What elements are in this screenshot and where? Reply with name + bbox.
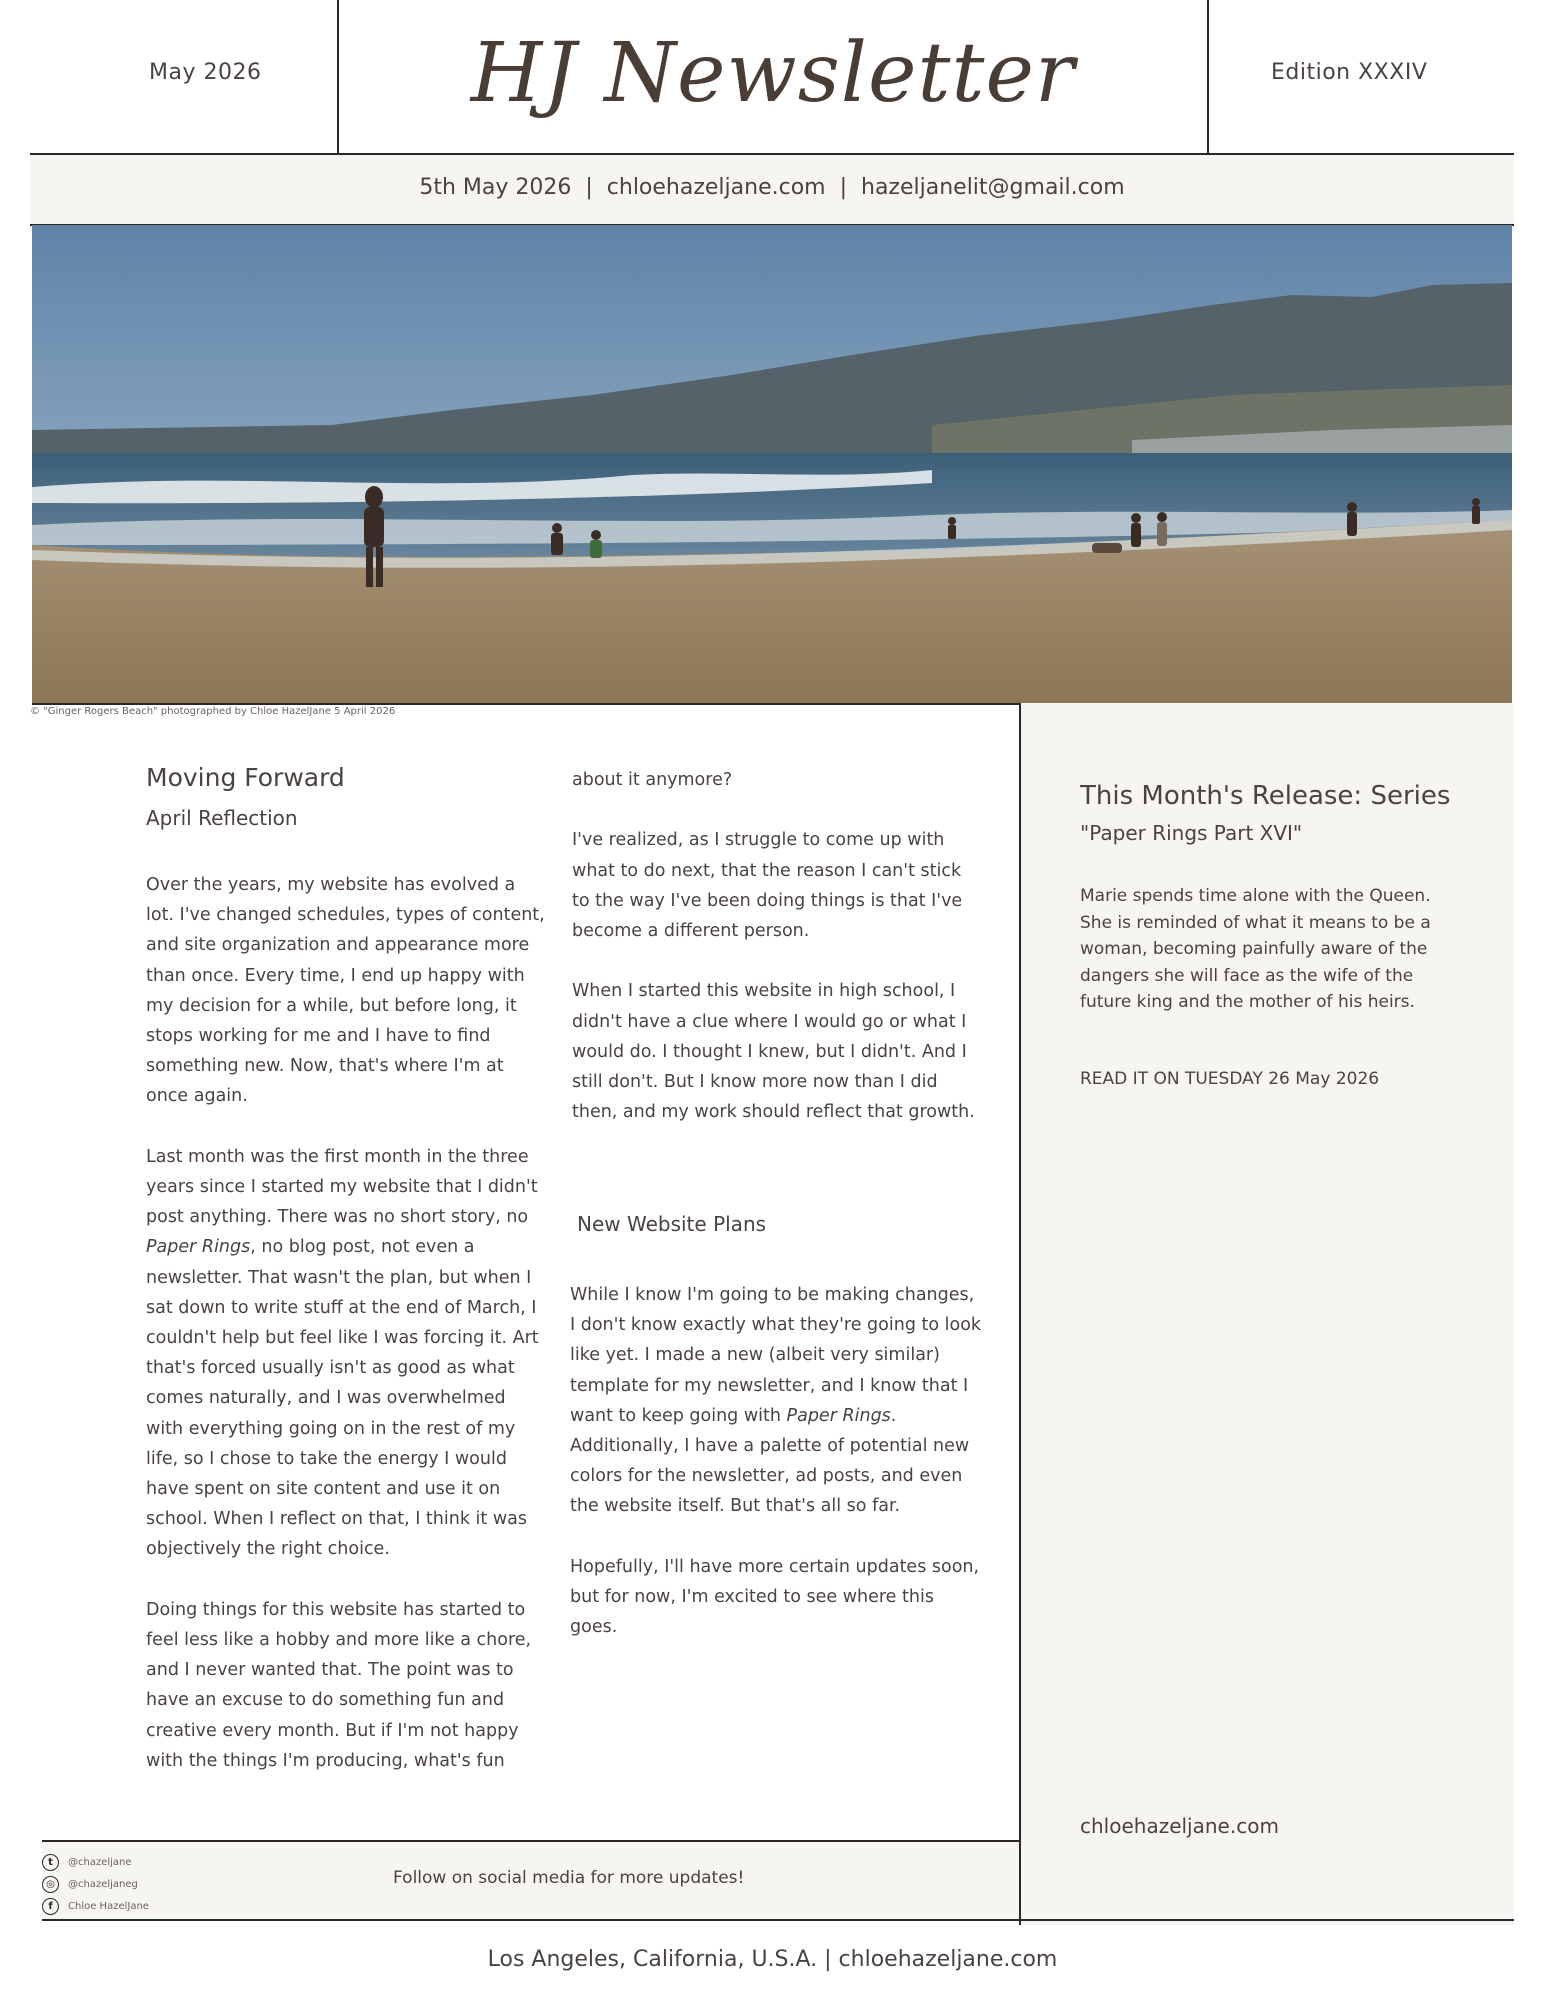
release-subtitle: "Paper Rings Part XVI" xyxy=(1080,821,1303,845)
social-twitter[interactable] xyxy=(42,1852,132,1872)
article-paragraph: I've realized, as I struggle to come up with what to do next, that the reason I can't stick to the way I've been doing things is that I've become a different person. xyxy=(572,830,963,941)
facebook-handle: Chloe HazelJane xyxy=(68,1900,149,1912)
footer-location: Los Angeles, California, U.S.A. | chloehazeljane.com xyxy=(487,1947,1058,1972)
article-column-2b xyxy=(570,1280,982,1673)
newsletter-title: HJ Newsletter xyxy=(470,26,1076,121)
instagram-icon: ◎ xyxy=(42,1876,59,1893)
follow-prompt: Follow on social media for more updates! xyxy=(393,1868,745,1888)
article-paragraph: Doing things for this website has started to feel less like a hobby and more like a chore, and I never wanted that. The point was to have an excuse to do something fun and creative every month. But if I'm not happy with the things I'm producing, what's fun xyxy=(146,1599,532,1771)
series-title: Paper Rings xyxy=(146,1237,251,1258)
bottom-divider xyxy=(42,1919,1514,1921)
article-title: Moving Forward xyxy=(146,763,345,792)
beach-photo xyxy=(32,225,1512,705)
article-paragraph: When I started this website in high school, I didn't have a clue where I would go or what I would do. I thought I knew, but I didn't. And I still don't. But I know more now than I did then, and my work should reflect that growth. xyxy=(572,981,975,1123)
article-column-2 xyxy=(572,765,982,1158)
email-link[interactable]: hazeljanelit@gmail.com xyxy=(861,175,1125,200)
article-column-1 xyxy=(146,870,546,1806)
article-paragraph: Over the years, my website has evolved a lot. I've changed schedules, types of content, and site organization and appearance more than once. Every time, I end up happy with my decision for a while, but before long, it stops working for me and I have to find something new. Now, that's where I'm at once again. xyxy=(146,875,545,1107)
facebook-icon: f xyxy=(42,1898,59,1915)
sidebar-website-link[interactable]: chloehazeljane.com xyxy=(1080,1814,1279,1838)
twitter-handle: @chazeljane xyxy=(68,1856,132,1868)
website-link[interactable]: chloehazeljane.com xyxy=(606,175,826,200)
twitter-icon: t xyxy=(42,1854,59,1871)
photo-caption: © "Ginger Rogers Beach" photographed by Chloe HazelJane 5 April 2026 xyxy=(30,706,396,717)
social-instagram[interactable] xyxy=(42,1874,138,1894)
social-bar xyxy=(42,1840,1019,1921)
article-paragraph: Last month was the first month in the three years since I started my website that I didn't post anything. There was no short story, no Paper Rings, no blog post, not even a newsletter. That wasn't the plan, but when I sat down to write stuff at the end of March, I couldn't help but feel like I was forcing it. Art that's forced usually isn't as good as what comes naturally, and I was overwhelmed with everything going on in the rest of my life, so I chose to take the energy I would have spent on site content and use it on school. When I reflect on that, I think it was objectively the right choice. xyxy=(146,1146,539,1560)
article-paragraph: Hopefully, I'll have more certain updates soon, but for now, I'm excited to see where this goes. xyxy=(570,1556,980,1638)
article-paragraph: about it anymore? xyxy=(572,770,733,790)
article-paragraph: While I know I'm going to be making changes, I don't know exactly what they're going to look like yet. I made a new (albeit very similar) template for my newsletter, and I know that I want to keep going with Paper Rings. Additionally, I have a palette of potential new colors for the newsletter, ad posts, and even the website itself. But that's all so far. xyxy=(570,1285,982,1517)
release-date-cta: READ IT ON TUESDAY 26 May 2026 xyxy=(1080,1069,1380,1089)
publish-date: 5th May 2026 xyxy=(419,175,572,200)
info-bar-text: 5th May 2026 | chloehazeljane.com | hazeljanelit@gmail.com xyxy=(419,175,1125,200)
release-sidebar xyxy=(1019,703,1514,1925)
edition-number: Edition XXXIV xyxy=(1271,60,1428,85)
release-description: Marie spends time alone with the Queen. She is reminded of what it means to be a woman, becoming painfully aware of the dangers she will face as the wife of the future king and the mother of his heirs. xyxy=(1080,886,1431,1012)
issue-month: May 2026 xyxy=(149,60,262,85)
series-title: Paper Rings xyxy=(786,1405,891,1426)
social-facebook[interactable] xyxy=(42,1896,149,1916)
info-bar xyxy=(30,153,1514,226)
instagram-handle: @chazeljaneg xyxy=(68,1878,138,1890)
article-subtitle: April Reflection xyxy=(146,806,298,830)
section-heading: New Website Plans xyxy=(577,1212,767,1236)
release-title: This Month's Release: Series xyxy=(1080,781,1451,811)
